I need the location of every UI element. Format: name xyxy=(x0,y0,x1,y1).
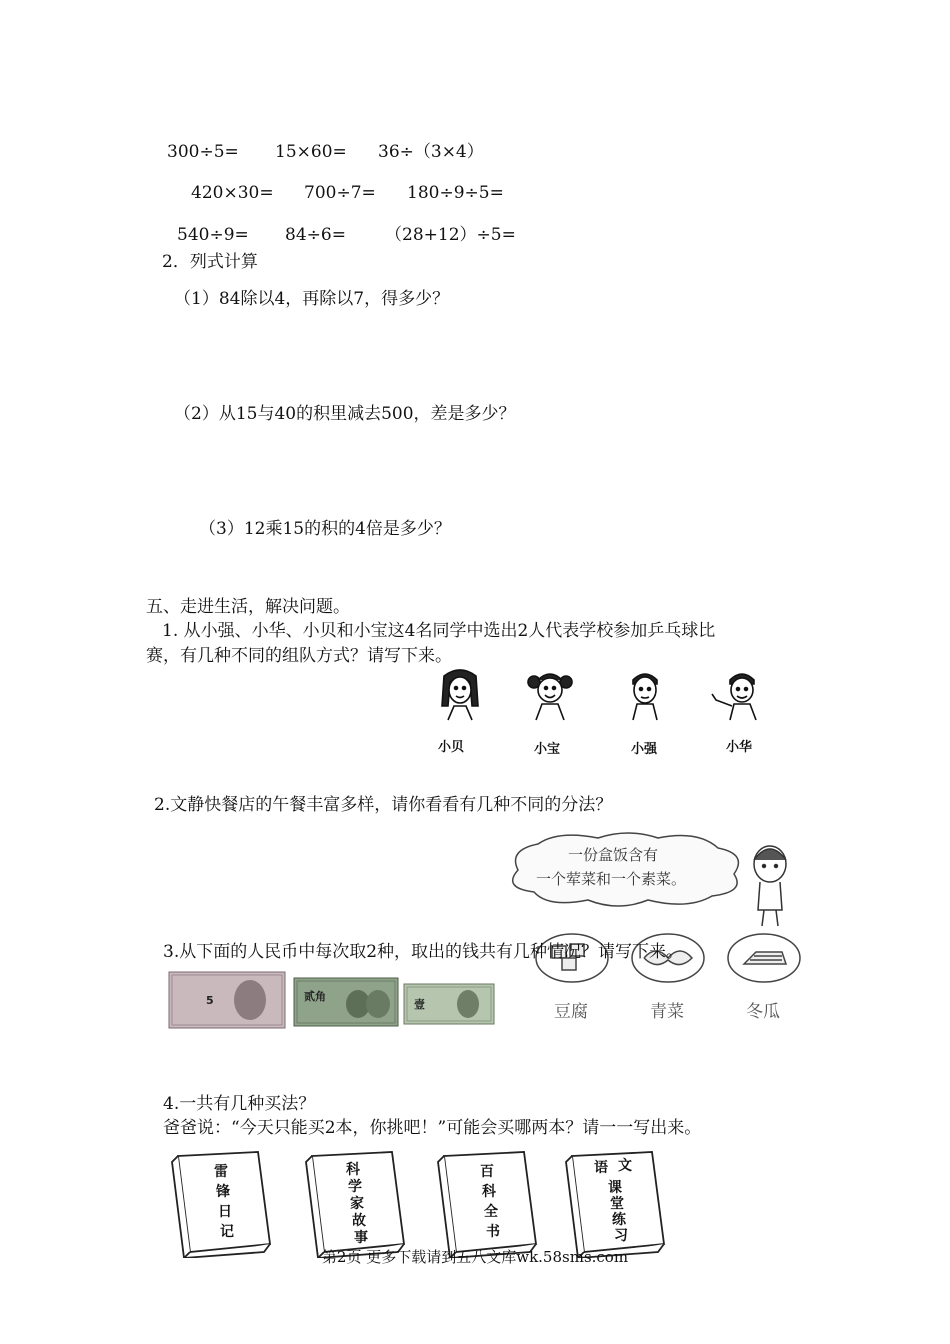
banknote-5-icon xyxy=(169,972,285,1028)
bubble-line-2: 一个荤菜和一个素菜。 xyxy=(536,870,687,888)
boy-icon xyxy=(754,846,786,926)
question-3: （3）12乘15的积的4倍是多少？ xyxy=(199,519,451,539)
svg-text:文: 文 xyxy=(618,1158,632,1174)
svg-text:堂: 堂 xyxy=(610,1196,624,1212)
svg-text:贰角: 贰角 xyxy=(304,990,326,1003)
problem4-line2: 爸爸说：“今天只能买2本，你挑吧！”可能会买哪两本？请一一写出来。 xyxy=(163,1118,702,1138)
section5-title: 五、走进生活，解决问题。 xyxy=(146,597,350,617)
svg-text:5: 5 xyxy=(206,994,214,1007)
bubble-line-1: 一份盒饭含有 xyxy=(568,846,659,864)
calc-8: 84÷6= xyxy=(285,225,346,245)
kids-faces xyxy=(430,666,780,722)
speech-bubble-figure xyxy=(498,830,798,930)
svg-text:锋: 锋 xyxy=(216,1184,230,1200)
kid-label-2: 小宝 xyxy=(534,742,561,757)
svg-text:练: 练 xyxy=(612,1212,626,1228)
svg-text:记: 记 xyxy=(220,1224,234,1240)
svg-text:壹: 壹 xyxy=(414,998,425,1011)
svg-text:家: 家 xyxy=(350,1196,364,1212)
svg-text:百: 百 xyxy=(480,1164,494,1180)
problem1-line2: 赛，有几种不同的组队方式？请写下来。 xyxy=(146,646,452,666)
svg-text:科: 科 xyxy=(482,1184,496,1200)
svg-text:课: 课 xyxy=(608,1180,622,1196)
calc-5: 700÷7= xyxy=(304,183,376,203)
svg-text:学: 学 xyxy=(348,1179,362,1195)
kid-label-1: 小贝 xyxy=(438,740,465,755)
svg-text:习: 习 xyxy=(614,1228,628,1244)
svg-text:日: 日 xyxy=(218,1204,232,1220)
calc-4: 420×30= xyxy=(191,183,274,203)
problem2-text: 2.文静快餐店的午餐丰富多样，请你看看有几种不同的分法？ xyxy=(154,795,613,815)
calc-1: 300÷5= xyxy=(167,142,239,162)
svg-text:故: 故 xyxy=(352,1213,366,1229)
question-2: （2）从15与40的积里减去500，差是多少？ xyxy=(174,404,516,424)
svg-text:书: 书 xyxy=(486,1224,500,1240)
banknote-2jiao-icon xyxy=(294,978,398,1026)
kids-illustration xyxy=(430,666,780,766)
banknote-1-icon xyxy=(404,984,494,1024)
calc-3: 36÷（3×4） xyxy=(378,142,484,162)
banknotes-figure xyxy=(168,970,498,1030)
svg-text:雷: 雷 xyxy=(214,1164,228,1180)
calc-2: 15×60= xyxy=(275,142,347,162)
problem4-line1: 4.一共有几种买法？ xyxy=(163,1094,316,1114)
question-1: （1）84除以4，再除以7，得多少？ xyxy=(174,289,450,309)
svg-text:全: 全 xyxy=(484,1204,498,1220)
kid-label-4: 小华 xyxy=(726,740,753,755)
kid-label-3: 小强 xyxy=(631,742,658,757)
calc-6: 180÷9÷5= xyxy=(407,183,504,203)
svg-text:事: 事 xyxy=(354,1230,368,1246)
page-footer: 第2页 更多下载请到五八文库wk.58sms.com xyxy=(321,1248,629,1266)
section2-title: 2．列式计算 xyxy=(162,252,258,272)
problem1-line1: 1. 从小强、小华、小贝和小宝这4名同学中选出2人代表学校参加乒乓球比 xyxy=(162,621,716,641)
problem3-text: 3.从下面的人民币中每次取2种，取出的钱共有几种情况？请写下来。 xyxy=(163,942,684,962)
books-figure xyxy=(170,1148,680,1258)
dish-label-2: 青菜 xyxy=(650,1002,684,1022)
calc-7: 540÷9= xyxy=(177,225,249,245)
svg-text:语: 语 xyxy=(594,1160,608,1176)
svg-text:科: 科 xyxy=(346,1162,360,1178)
kid-face-icon xyxy=(442,670,478,720)
dish-label-1: 豆腐 xyxy=(554,1002,588,1022)
calc-9: （28+12）÷5= xyxy=(385,225,516,245)
dish-label-3: 冬瓜 xyxy=(746,1002,780,1022)
